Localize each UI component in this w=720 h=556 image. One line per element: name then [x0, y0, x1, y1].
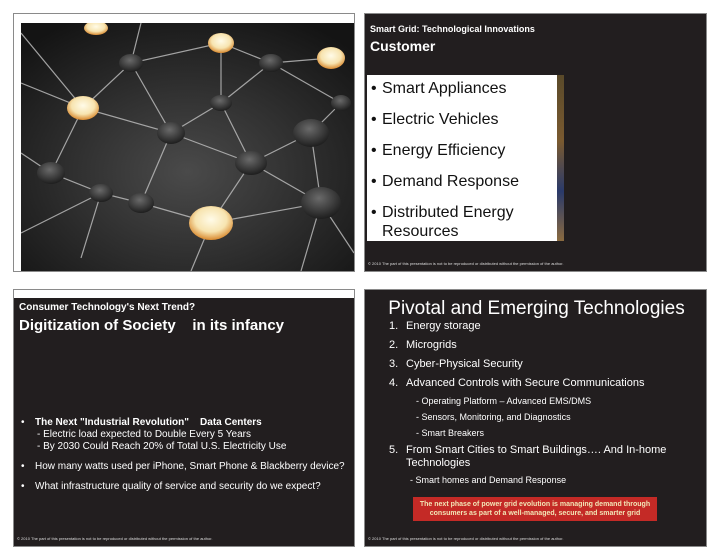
- callout-line: consumers as part of a well-managed, secure, and smarter grid: [429, 510, 641, 517]
- slide-network-image: [13, 13, 355, 272]
- list-item: [19, 481, 351, 493]
- slide-footer: © 2010 The part of this presentation is not to be reproduced or distributed without the permission of the author.: [368, 536, 564, 541]
- callout-box: [413, 497, 657, 521]
- slide-title: Digitization of Society in its infancy: [19, 317, 285, 334]
- list-item: • Demand Response: [371, 172, 555, 191]
- bullet-dot: •: [21, 461, 25, 472]
- callout-line: The next phase of power grid evolution is managing demand through: [419, 501, 651, 508]
- list-item: • Energy Efficiency: [371, 141, 555, 160]
- sub-item: - Operating Platform – Advanced EMS/DMS: [416, 396, 592, 406]
- list-item: • Electric Vehicles: [371, 110, 555, 129]
- image-edge: [557, 75, 564, 241]
- slide-footer: © 2010 The part of this presentation is not to be reproduced or distributed without the permission of the author.: [17, 536, 213, 541]
- list-item: [19, 417, 351, 453]
- bullet-list: [19, 417, 351, 501]
- item-text: Advanced Controls with Secure Communications: [406, 377, 645, 389]
- slide-heading: Consumer Technology's Next Trend?: [19, 302, 196, 313]
- list-item: [375, 377, 705, 390]
- slide-footer: © 2010 The part of this presentation is not to be reproduced or distributed without the permission of the author.: [368, 261, 564, 266]
- list-item: [375, 339, 705, 352]
- bullet-panel: [367, 75, 557, 241]
- sub-bullet: - By 2030 Could Reach 20% of Total U.S. Electricity Use: [37, 441, 287, 452]
- slide-customer-innovations: [364, 13, 707, 272]
- sub-item: - Sensors, Monitoring, and Diagnostics: [416, 412, 571, 422]
- item-text: Energy storage: [406, 320, 481, 332]
- sub-bullet: - Electric load expected to Double Every 5 Years: [37, 429, 252, 440]
- bullet-bold-text: The Next "Industrial Revolution" Data Centers: [35, 417, 262, 428]
- item-number: 2.: [389, 339, 399, 351]
- slide-title: Pivotal and Emerging Technologies: [388, 298, 685, 319]
- slide-subheading: Customer: [370, 38, 436, 54]
- bullet-text: How many watts used per iPhone, Smart Phone & Blackberry device?: [35, 461, 345, 472]
- item-text: Cyber-Physical Security: [406, 358, 523, 370]
- list-item: • Smart Appliances: [371, 79, 555, 98]
- slide-digitization: [13, 289, 355, 547]
- item-number: 4.: [389, 377, 399, 389]
- list-item: [375, 358, 705, 371]
- item-number: 3.: [389, 358, 399, 370]
- sub-item: - Smart Breakers: [416, 428, 485, 438]
- bullet-dot: •: [21, 417, 25, 428]
- bullet-text: What infrastructure quality of service and security do we expect?: [35, 481, 321, 492]
- list-item: [19, 461, 351, 473]
- item-text: Microgrids: [406, 339, 457, 351]
- item-number: 1.: [389, 320, 399, 332]
- list-item: [375, 320, 705, 333]
- slide-heading: Smart Grid: Technological Innovations: [370, 24, 535, 34]
- network-nodes-image: [21, 23, 354, 271]
- list-item: [375, 444, 705, 470]
- sub-item: - Smart homes and Demand Response: [410, 475, 567, 485]
- item-text: From Smart Cities to Smart Buildings…. And In-home Technologies: [406, 444, 667, 469]
- slide-body: [14, 298, 354, 546]
- item-number: 5.: [389, 444, 399, 456]
- slide-emerging-technologies: [364, 289, 707, 547]
- list-item: • Distributed Energy Resources: [371, 203, 555, 241]
- bullet-dot: •: [21, 481, 25, 492]
- numbered-list: [375, 320, 705, 486]
- bullet-list: [371, 79, 555, 253]
